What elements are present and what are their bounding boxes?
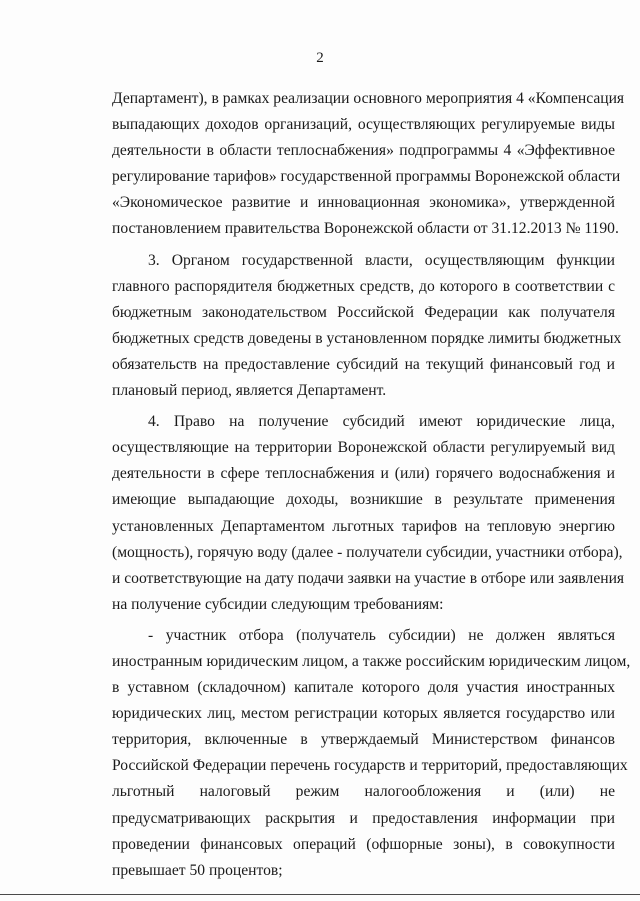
text-line: - участник отбора (получатель субсидии) не должен являться — [148, 626, 615, 644]
text-line: имеющие выпадающие доходы, возникшие в результате применения — [112, 491, 615, 509]
text-line: деятельности в области теплоснабжения» подпрограммы 4 «Эффективное — [112, 142, 615, 160]
text-line: (мощность), горячую воду (далее - получатели субсидии, участники отбора), — [112, 543, 623, 561]
text-line: бюджетных средств доведены в установленном порядке лимиты бюджетных — [112, 329, 622, 347]
text-line: «Экономическое развитие и инновационная экономика», утвержденной — [112, 194, 615, 212]
page-number: 2 — [316, 50, 324, 66]
text-line: иностранным юридическим лицом, а также российским юридическим лицом, — [112, 652, 631, 670]
bottom-divider — [0, 894, 640, 895]
text-line: выпадающих доходов организаций, осуществляющих регулируемые виды — [112, 116, 615, 134]
text-line: Российской Федерации перечень государств и территорий, предоставляющих — [112, 757, 628, 775]
text-line: 4. Право на получение субсидий имеют юридические лица, — [148, 413, 615, 431]
text-line: регулирование тарифов» государственной программы Воронежской области — [112, 168, 621, 186]
paragraph-requirement-1 — [112, 623, 631, 884]
text-line: главного распорядителя бюджетных средств, до которого в соответствии с — [112, 277, 615, 295]
text-line: территория, включенные в утверждаемый Министерством финансов — [112, 731, 615, 749]
text-line: 3. Органом государственной власти, осуществляющим функции — [148, 251, 615, 269]
text-line: осуществляющие на территории Воронежской области регулируемый вид — [112, 439, 615, 457]
document-body — [112, 86, 631, 884]
text-line: постановлением правительства Воронежской области от 31.12.2013 № 1190. — [112, 220, 619, 238]
text-line: льготный налоговый режим налогообложения и (или) не — [112, 783, 615, 801]
text-line: деятельности в сфере теплоснабжения и (или) горячего водоснабжения и — [112, 465, 615, 483]
text-line: бюджетным законодательством Российской Федерации как получателя — [112, 303, 615, 321]
text-line: обязательств на предоставление субсидий на текущий финансовый год и — [112, 355, 615, 373]
paragraph-continuation — [112, 86, 625, 243]
text-line: установленных Департаментом льготных тарифов на тепловую энергию — [112, 517, 615, 535]
text-line: на получение субсидии следующим требованиям: — [112, 595, 444, 613]
text-line: проведении финансовых операций (офшорные зоны), в совокупности — [112, 835, 615, 853]
text-line: Департамент), в рамках реализации основного мероприятия 4 «Компенсация — [112, 90, 625, 107]
paragraph-item-4 — [112, 409, 625, 618]
text-line: превышает 50 процентов; — [112, 861, 283, 879]
text-line: в уставном (складочном) капитале которого доля участия иностранных — [112, 679, 615, 697]
text-line: юридических лиц, местом регистрации которых является государство или — [112, 705, 615, 723]
text-line: предусматривающих раскрытия и предоставления информации при — [112, 809, 615, 827]
paragraph-item-3 — [112, 248, 622, 405]
text-line: плановый период, является Департамент. — [112, 382, 387, 400]
text-line: и соответствующие на дату подачи заявки на участие в отборе или заявления — [112, 569, 625, 587]
